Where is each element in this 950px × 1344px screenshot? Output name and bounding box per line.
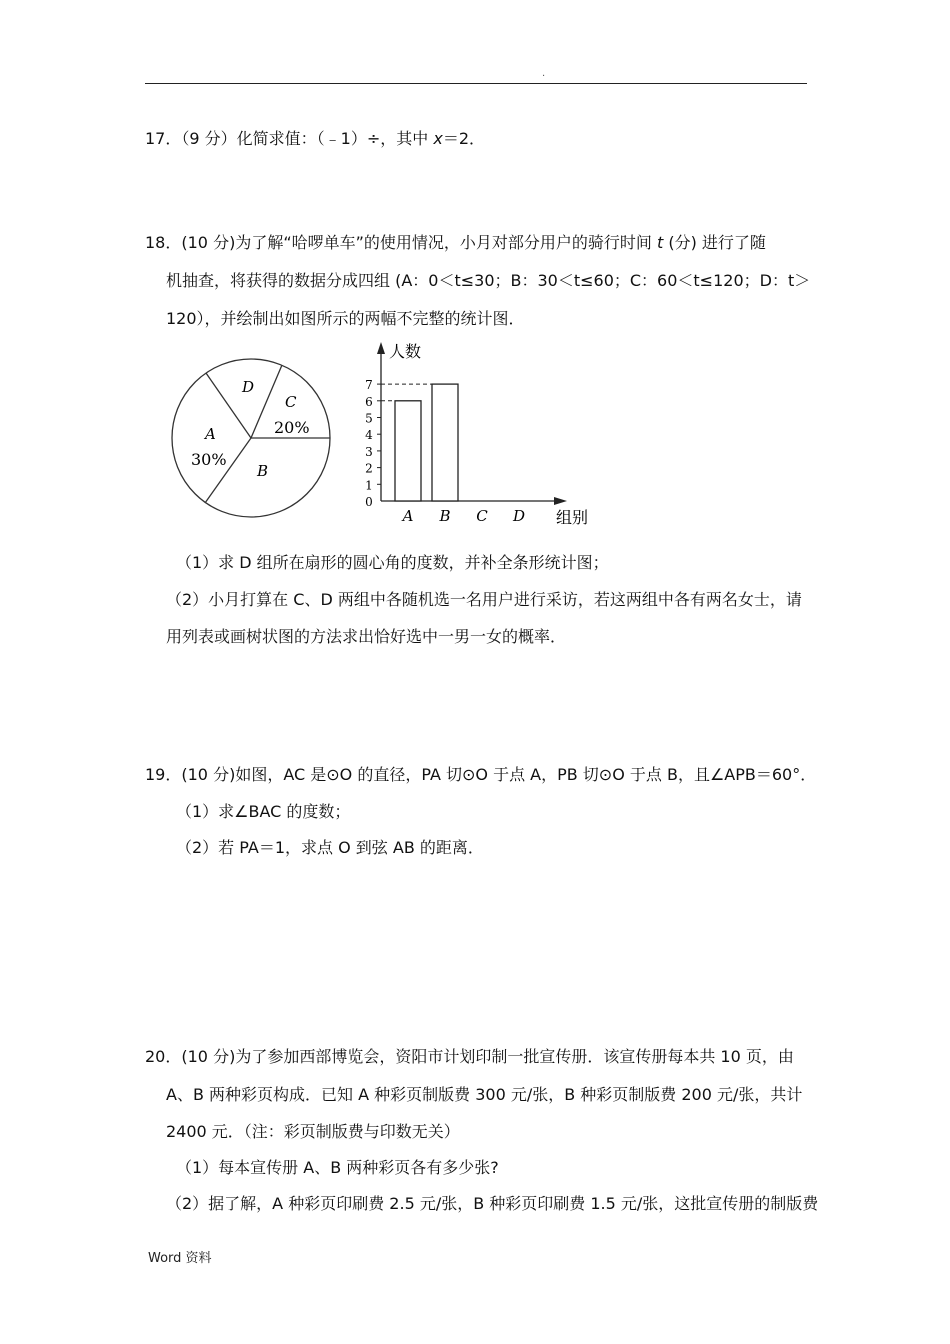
q20-score: (10 分) <box>181 1047 236 1066</box>
q20-sub-2: （2）据了解，A 种彩页印刷费 2.5 元/张，B 种彩页印刷费 1.5 元/张，这批宣传册的制版费 <box>166 1194 819 1213</box>
q18-number: 18． <box>145 233 182 252</box>
q18-line-2: 机抽查，将获得的数据分成四组 (A：0＜t≤30；B：30＜t≤60；C：60＜t≤120；D：t＞ <box>166 271 811 290</box>
q17-var-x: x <box>433 129 443 148</box>
q18-line1-b: (分) 进行了随 <box>663 233 766 252</box>
y-tick-label: 1 <box>365 478 373 493</box>
q17-score: （9 分） <box>181 129 237 148</box>
bar-chart <box>340 335 605 535</box>
bar-b <box>432 384 458 501</box>
pie-label-d: D <box>242 378 255 396</box>
bar-x-label: 组别 <box>556 508 589 527</box>
q17-text-a: 化简求值：（﹣1）÷，其中 <box>236 129 434 148</box>
pie-pct-a: 30% <box>191 450 227 469</box>
q19-text: 如图，AC 是⊙O 的直径，PA 切⊙O 于点 A，PB 切⊙O 于点 B，且∠APB＝60°． <box>235 765 817 784</box>
q20-line-2: A、B 两种彩页构成．已知 A 种彩页制版费 300 元/张，B 种彩页制版费 200 元/张，共计 <box>166 1085 803 1104</box>
y-tick-label: 4 <box>365 428 373 443</box>
y-tick-label: 7 <box>365 378 373 393</box>
q19-sub-1: （1）求∠BAC 的度数； <box>176 802 351 821</box>
q18-sub-2-line-1: （2）小月打算在 C、D 两组中各随机选一名用户进行采访，若这两组中各有两名女士，请 <box>166 590 802 609</box>
question-17 <box>145 128 485 150</box>
q20-number: 20． <box>145 1047 182 1066</box>
q19-number: 19． <box>145 765 182 784</box>
header-rule <box>145 83 807 84</box>
q17-text-b: ＝2． <box>442 129 485 148</box>
q18-sub-2-line-2: 用列表或画树状图的方法求出恰好选中一男一女的概率． <box>166 627 567 646</box>
bar-a <box>395 401 421 501</box>
header-mark: . <box>542 68 546 79</box>
q18-sub-1: （1）求 D 组所在扇形的圆心角的度数，并补全条形统计图； <box>176 553 609 572</box>
q18-line1-a: 为了解“哈啰单车”的使用情况，小月对部分用户的骑行时间 <box>235 233 657 252</box>
pie-divider-b-a <box>205 438 251 503</box>
bar-y-label: 人数 <box>389 342 422 361</box>
x-tick-label: C <box>476 507 488 525</box>
x-tick-label: B <box>439 507 451 525</box>
q17-number: 17． <box>145 129 182 148</box>
y-axis-arrow-icon <box>377 342 385 354</box>
q19-sub-2: （2）若 PA＝1，求点 O 到弦 AB 的距离． <box>176 838 484 857</box>
y-tick-label: 0 <box>365 495 373 509</box>
x-tick-label: D <box>512 507 526 525</box>
y-tick-label: 6 <box>365 394 373 409</box>
pie-label-b: B <box>257 462 269 480</box>
x-tick-label: A <box>402 507 414 525</box>
x-axis-arrow-icon <box>554 497 567 505</box>
q20-line-1 <box>145 1046 794 1068</box>
q18-score: (10 分) <box>181 233 236 252</box>
pie-chart <box>165 355 340 530</box>
y-tick-label: 5 <box>365 411 373 426</box>
y-tick-label: 2 <box>365 461 373 476</box>
q18-line-3: 120），并绘制出如图所示的两幅不完整的统计图． <box>166 309 525 328</box>
q18-var-t: t <box>656 233 664 252</box>
pie-pct-c: 20% <box>274 418 310 437</box>
q20-text: 为了参加西部博览会，资阳市计划印制一批宣传册．该宣传册每本共 10 页，由 <box>235 1047 794 1066</box>
q20-sub-1: （1）每本宣传册 A、B 两种彩页各有多少张? <box>176 1158 499 1177</box>
pie-label-c: C <box>285 393 297 411</box>
footer-label: Word 资料 <box>148 1251 212 1266</box>
y-tick-label: 3 <box>365 444 373 459</box>
pie-label-a: A <box>205 425 216 443</box>
q19-line-1 <box>145 764 816 786</box>
q19-score: (10 分) <box>181 765 236 784</box>
q20-line-3: 2400 元．（注：彩页制版费与印数无关） <box>166 1122 460 1141</box>
q18-line-1 <box>145 232 766 254</box>
